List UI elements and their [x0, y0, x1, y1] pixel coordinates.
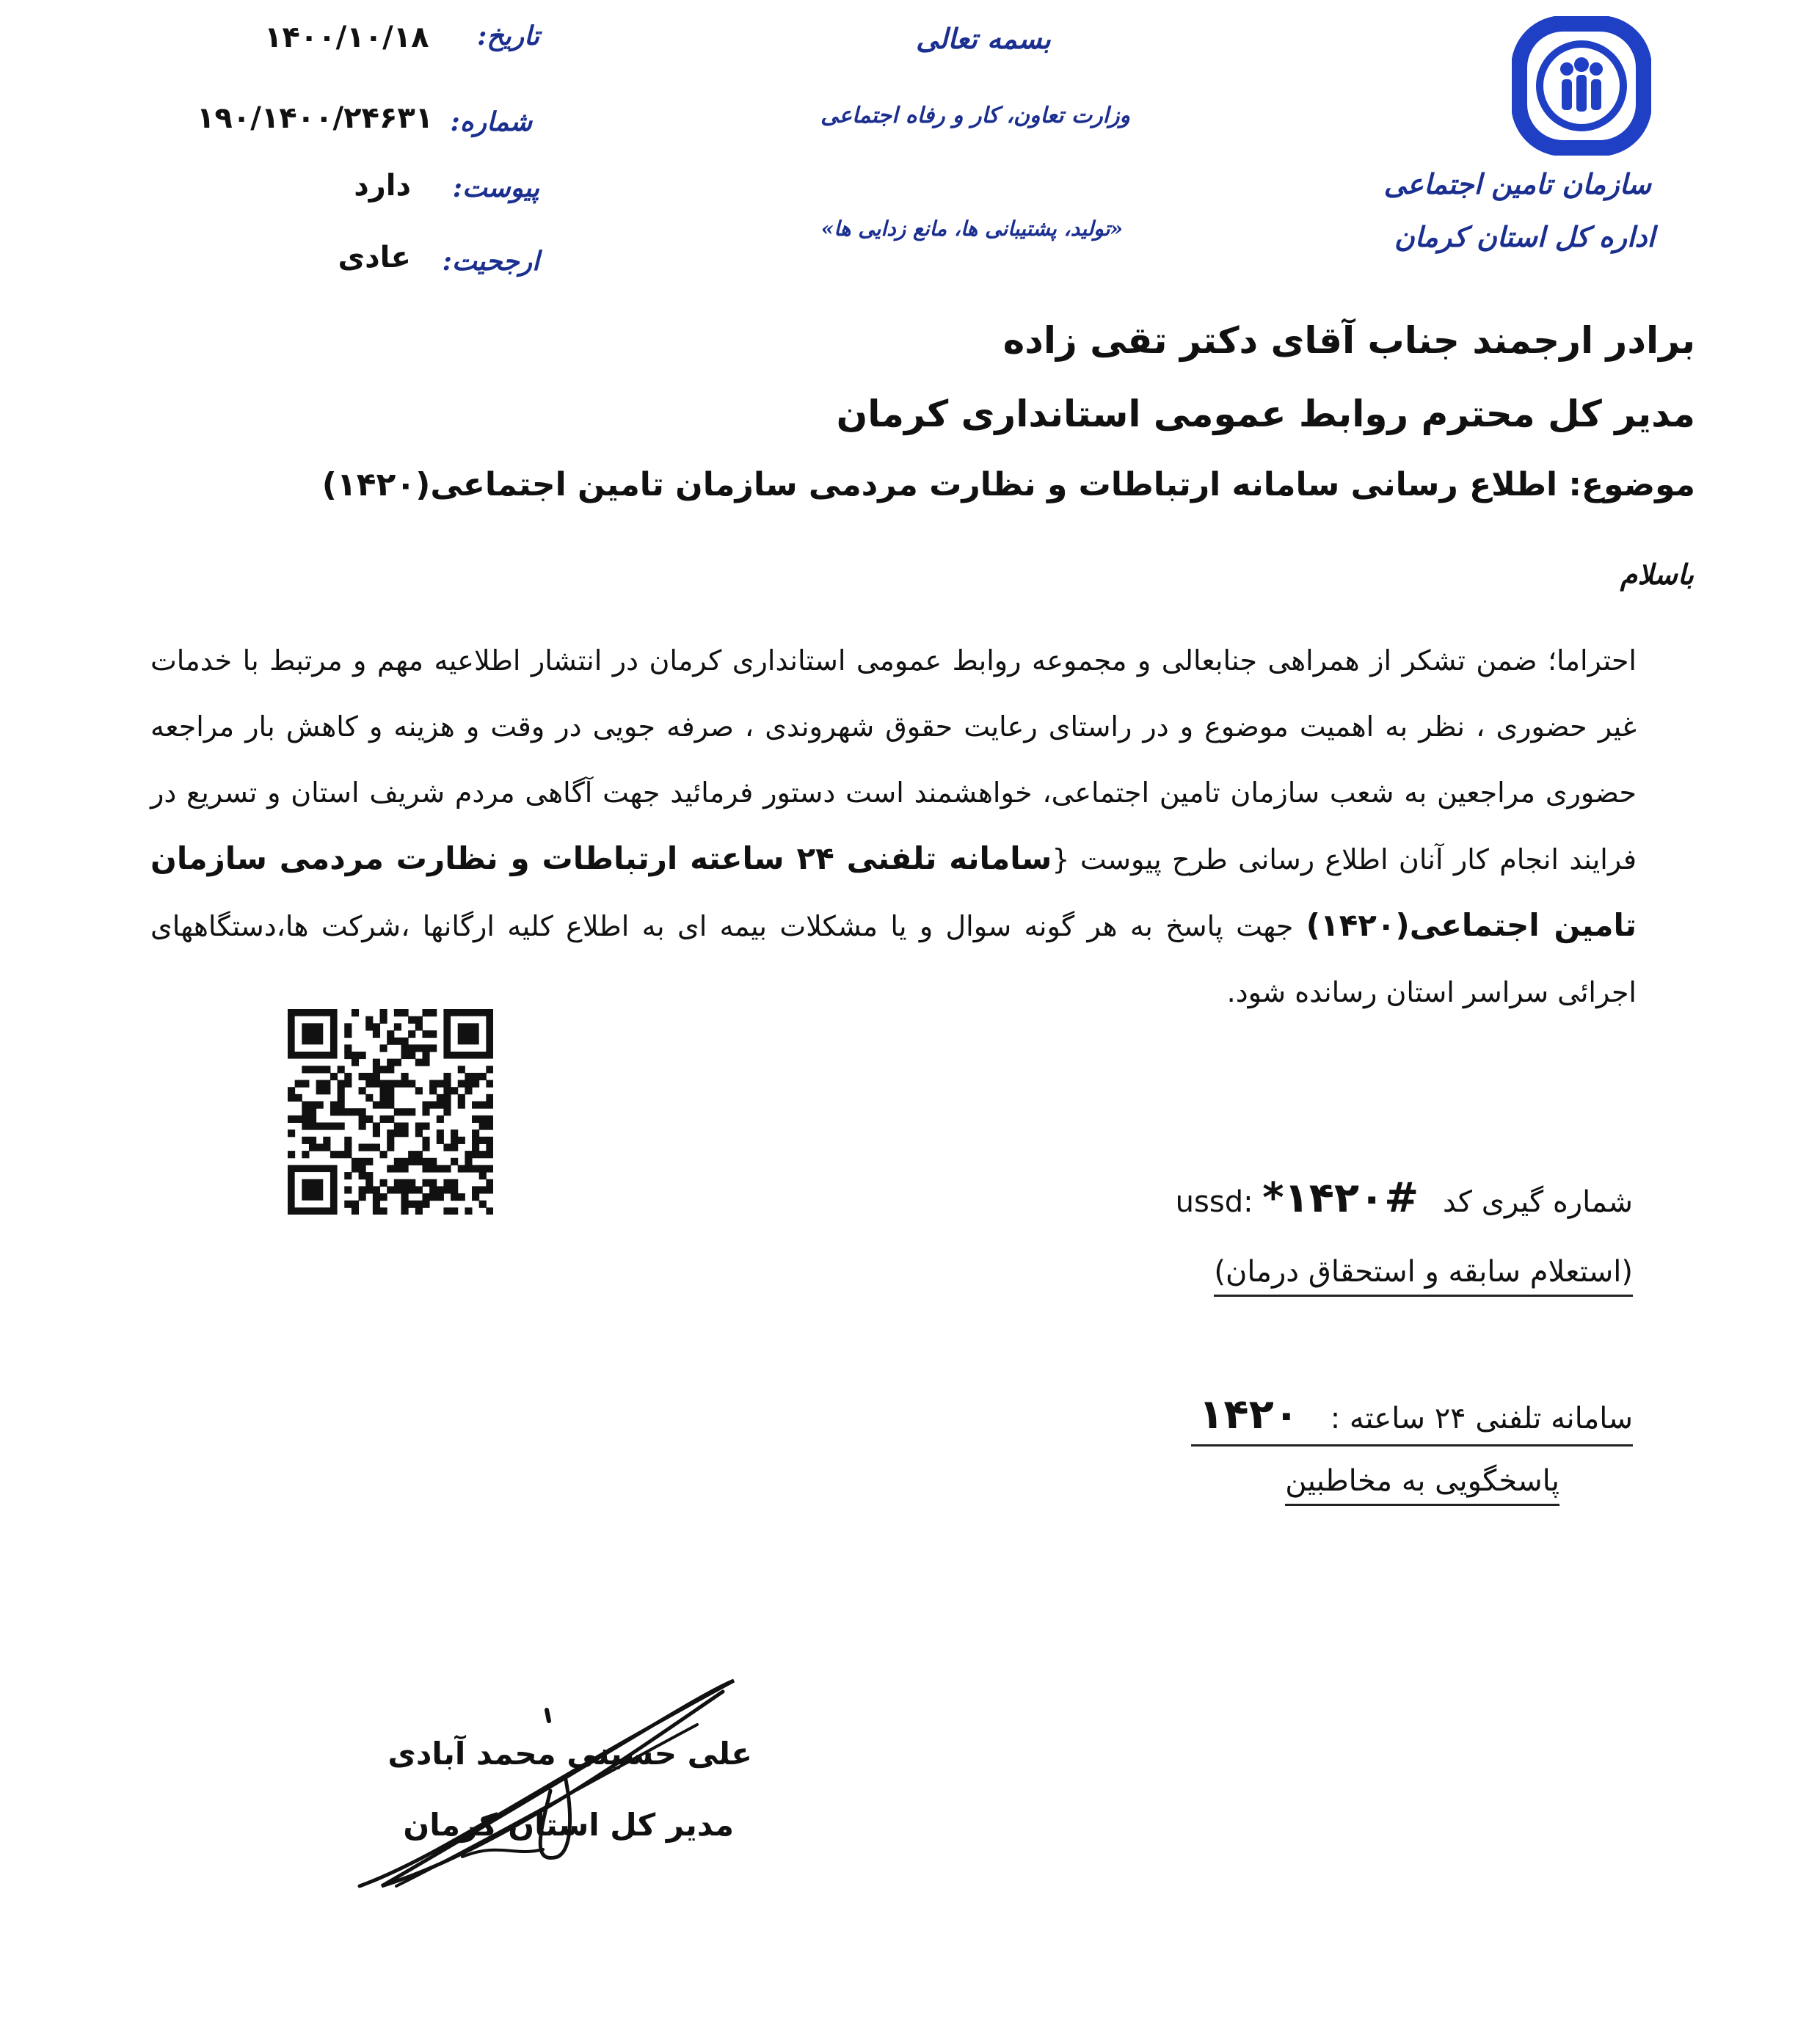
slogan: «تولید، پشتیبانی ها، مانع زدایی ها»: [820, 216, 1123, 241]
org-office: اداره کل استان کرمان: [1394, 220, 1655, 253]
hotline-line: [1191, 1391, 1633, 1446]
priority-label: ارجحیت:: [442, 246, 539, 277]
date-label: تاریخ:: [477, 21, 539, 51]
attachment-label: پیوست:: [452, 172, 539, 203]
handwritten-signature: [352, 1666, 749, 1908]
ussd-code: *۱۴۲۰#: [1262, 1174, 1419, 1222]
organization-logo-icon: [1512, 16, 1651, 156]
qr-code-icon: [288, 1009, 493, 1215]
date-value: ۱۴۰۰/۱۰/۱۸: [264, 21, 429, 54]
hotline-number: ۱۴۲۰: [1198, 1391, 1299, 1438]
signatory-title: مدیر کل استان کرمان: [403, 1807, 734, 1843]
body-paragraph: [150, 627, 1637, 1025]
number-label: شماره:: [450, 106, 532, 137]
ministry-name: وزارت تعاون، کار و رفاه اجتماعی: [820, 103, 1130, 128]
priority-value: عادی: [338, 241, 411, 274]
body-text-bold: سامانه تلفنی ۲۴ ساعته ارتباطات و نظارت مردمی سازمان تامین اجتماعی(۱۴۲۰): [150, 840, 1637, 943]
recipient-line-2: مدیر کل محترم روابط عمومی استانداری کرمان: [836, 393, 1695, 435]
number-value: ۱۹۰/۱۴۰۰/۲۴۶۳۱: [197, 101, 434, 135]
hotline-note: پاسخگویی به مخاطبین: [1285, 1464, 1559, 1506]
attachment-value: دارد: [354, 169, 411, 203]
ussd-note: (استعلام سابقه و استحقاق درمان): [1214, 1255, 1633, 1297]
signatory-name: علی حسینی محمد آبادی: [387, 1736, 752, 1772]
body-text-part-2: جهت پاسخ به هر گونه سوال و یا مشکلات بیمه ای به اطلاع کلیه ارگانها ،شرکت ها،دستگاههای اجرائی سراسر استان رسانده شود.: [150, 910, 1637, 1008]
ussd-label: شماره گیری کد ussd:: [1175, 1185, 1633, 1219]
hotline-label: سامانه تلفنی ۲۴ ساعته :: [1330, 1402, 1633, 1435]
subject-line: موضوع: اطلاع رسانی سامانه ارتباطات و نظارت مردمی سازمان تامین اجتماعی(۱۴۲۰): [321, 466, 1695, 503]
greeting: باسلام: [1620, 558, 1694, 591]
body-text-part-1: احتراما؛ ضمن تشکر از همراهی جنابعالی و مجموعه روابط عمومی استانداری کرمان در انتشار اطلاعیه مهم و مرتبط با خدمات غیر حضوری ، نظر به اهمیت موضوع و در راستای رعایت حقوق شهروندی ، صرفه جویی در وقت و هزینه و کاهش بار مراجعه حضوری مراجعین به شعب سازمان تامین اجتماعی، خواهشمند است دستور فرمائید جهت آگاهی مردم شریف استان و تسریع در فرایند انجام کار آنان اطلاع رسانی طرح پیوست {: [150, 644, 1637, 876]
recipient-line-1: برادر ارجمند جناب آقای دکتر تقی زاده: [1002, 319, 1695, 362]
ussd-line: [1176, 1174, 1633, 1222]
bismillah: بسمه تعالی: [916, 22, 1051, 55]
org-name: سازمان تامین اجتماعی: [1383, 167, 1651, 200]
